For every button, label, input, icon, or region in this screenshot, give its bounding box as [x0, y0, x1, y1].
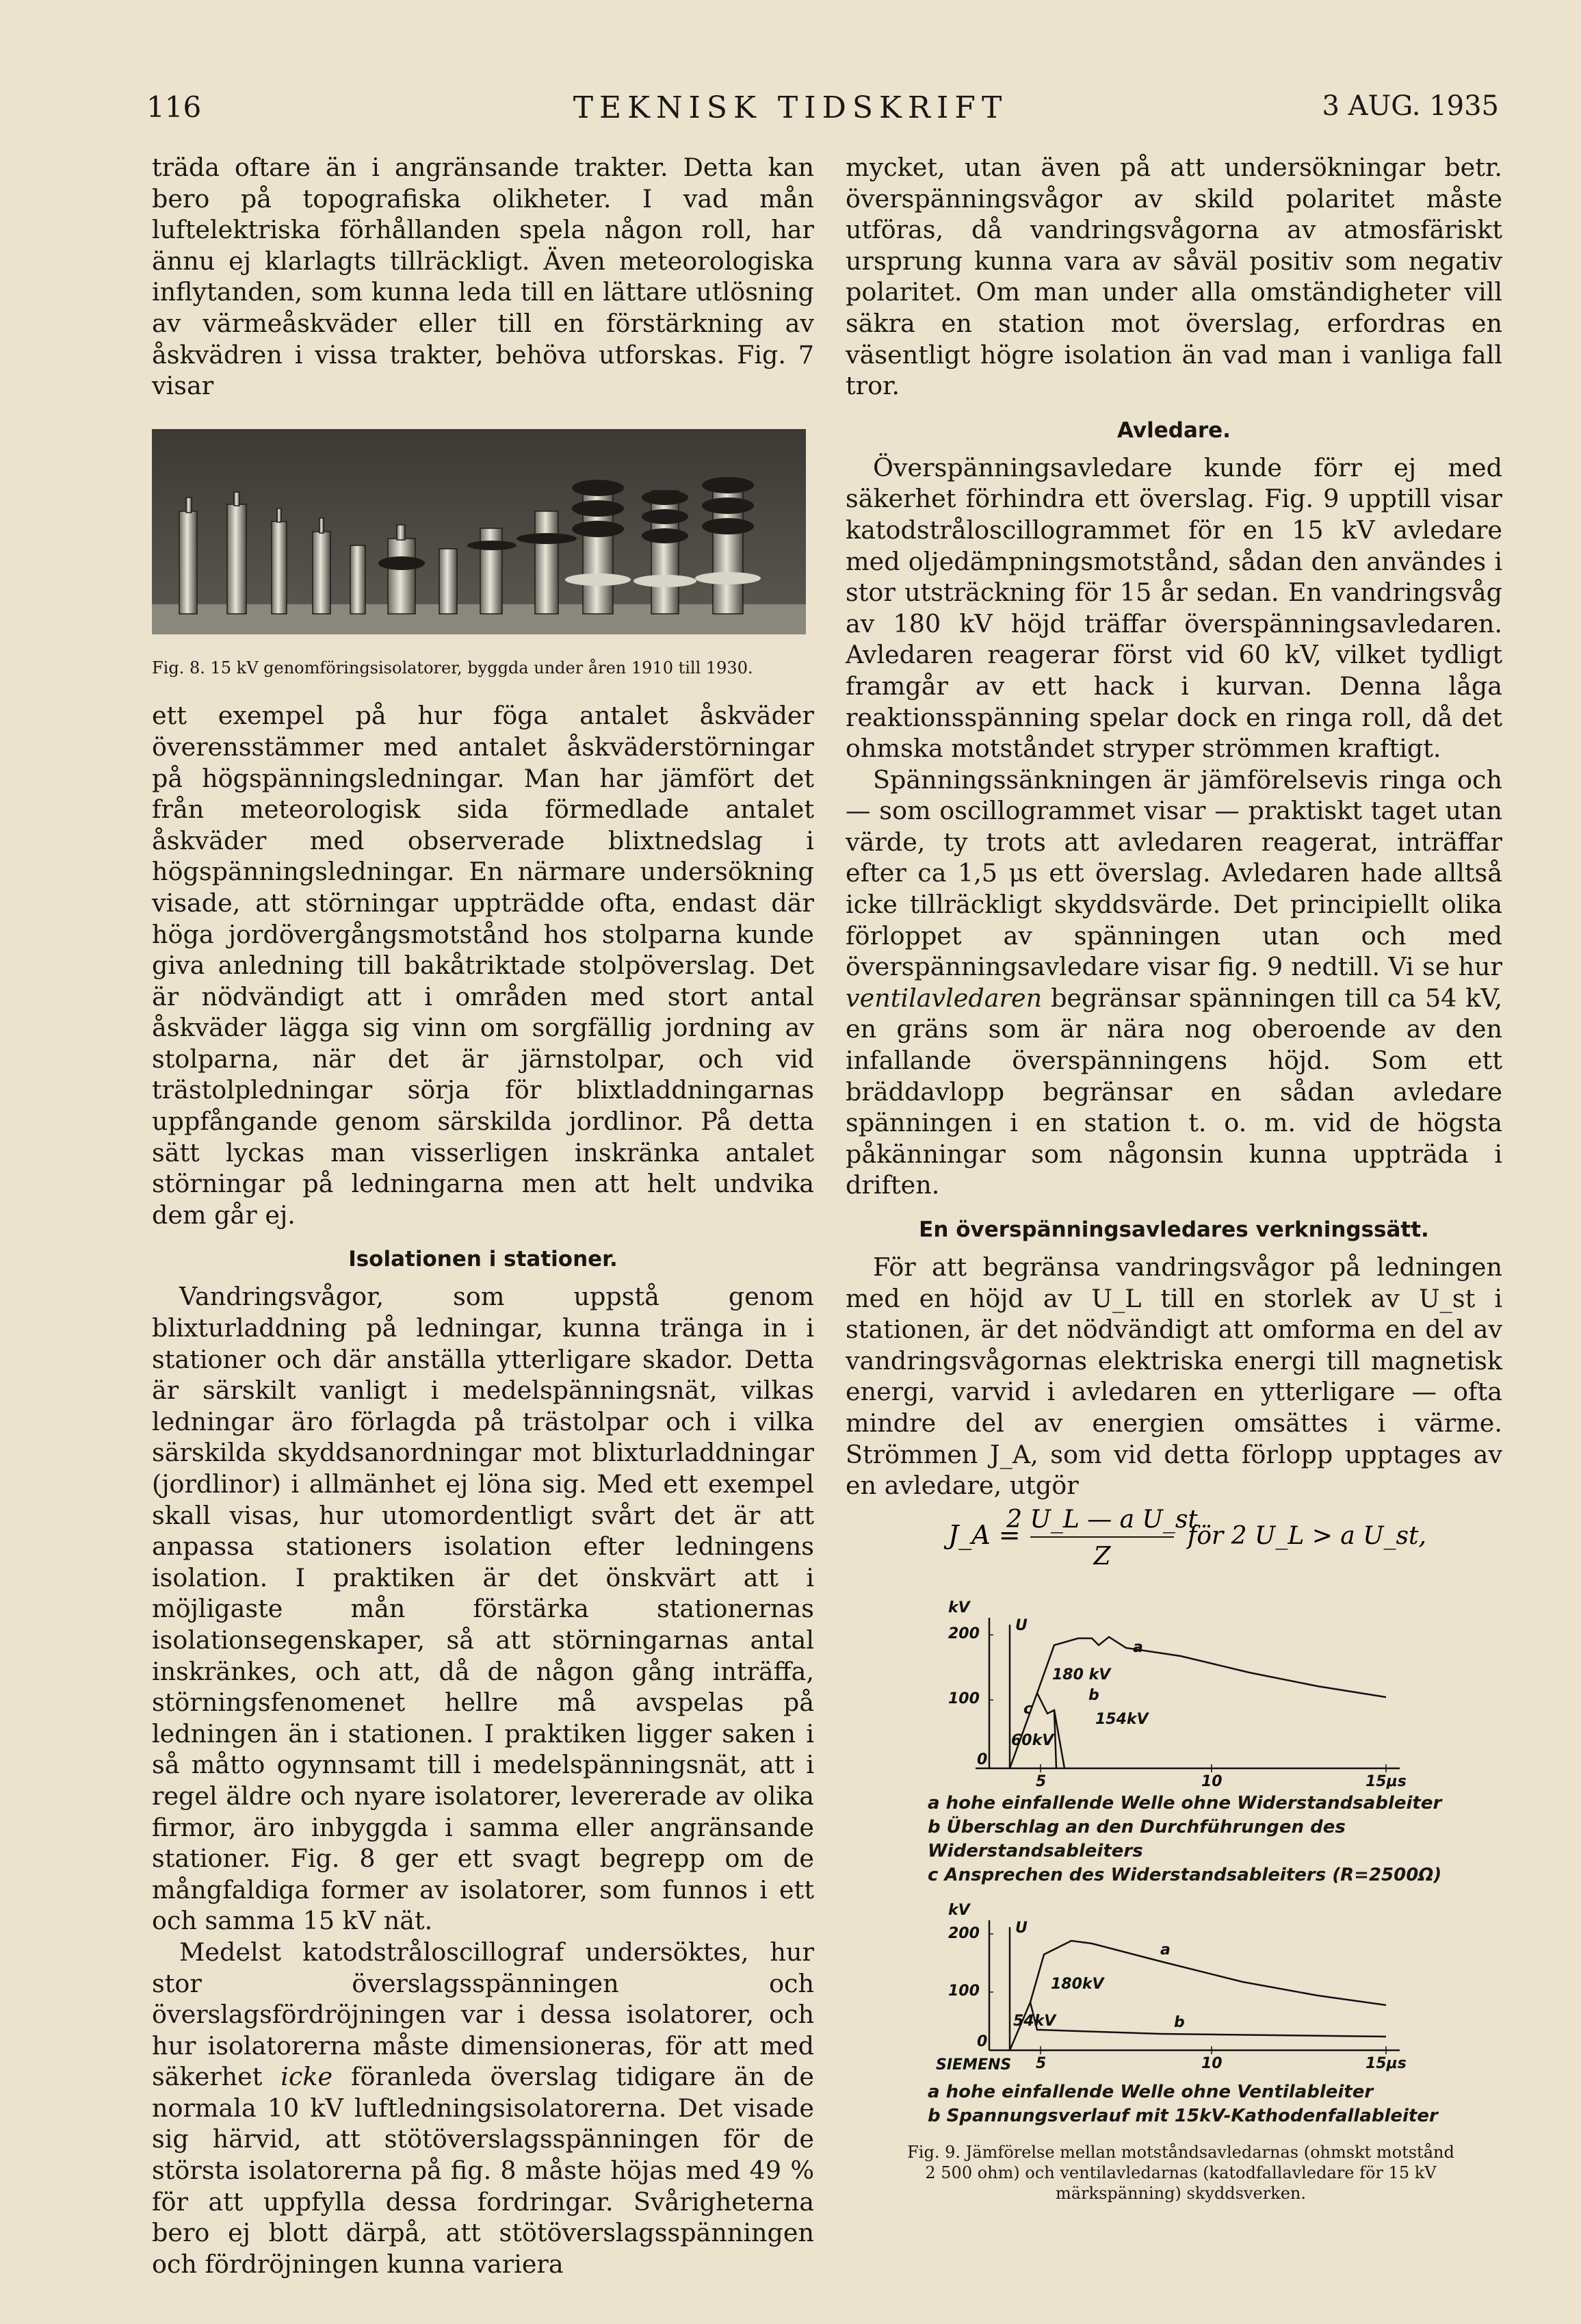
left-column: [152, 152, 814, 2280]
section-heading: Avledare.: [1117, 417, 1231, 443]
fig8-insulators-photo: [152, 429, 806, 634]
fig9-top-label: b: [1088, 1687, 1099, 1705]
paragraph: Överspänningsavledare kunde förr ej med säkerhet förhindra ett överslag. Fig. 9 upptill visar katodstråloscillogrammet för en 15 kV avledare med oljedämpningsmotstånd, sådan den användes i stor utsträckning för 15 år sedan. En vandringsvåg av 180 kV höjd träffar överspänningsavledaren. Avledaren reagerar först vid 60 kV, vilket tydligt framgår av ett hack i kurvan. Denna låga reaktionsspänning spelar dock en ringa roll, då det ohmska motståndet stryper strömmen kraftigt.: [846, 452, 1502, 764]
fig9-top-y-unit: kV: [948, 1599, 970, 1617]
fig9-top-x-tick: 15μs: [1366, 1773, 1407, 1790]
paragraph: Spänningssänkningen är jämförelsevis ringa och — som oscillogrammet visar — praktiskt taget utan värde, ty trots att avledaren reagerat, inträffar efter ca 1,5 μs ett överslag. Avledaren hade alltså icke tillräckligt skyddsvärde. Det principiellt olika förloppet av spänningen utan och med överspänningsavledare visar fig. 9 nedtill. Vi se hur ventilavledaren begränsar spänningen till ca 54 kV, en gräns som är nära nog oberoende av den infallande överspänningens höjd. Som ett bräddavlopp begränsar en sådan avledare spänningen i en station t. o. m. vid de högsta påkänningar som någonsin kunna uppträda i driften.: [846, 764, 1502, 1200]
fig9-top-oscillogram: [935, 1597, 1413, 1789]
paragraph: träda oftare än i angränsande trakter. Detta kan bero på topografiska olikheter. I vad mån luftelektriska förhållanden spela någon roll, har ännu ej klarlagts tillräckligt. Även meteorologiska inflytanden, som kunna leda till en lättare utlösning av värmeåskväder eller till en förstärkning av åskvädren i vissa trakter, behöva utforskas. Fig. 7 visar: [152, 153, 814, 401]
fig9-top-label: c: [1023, 1701, 1033, 1718]
fig9-bottom-legend: [928, 2080, 1502, 2128]
right-column: [846, 152, 1502, 2204]
section-heading: Isolationen i stationer.: [348, 1247, 618, 1272]
formula-condition: för 2 U_L > a U_st,: [1188, 1521, 1426, 1550]
formula-lhs: J_A =: [948, 1519, 1021, 1550]
page-number: 116: [146, 90, 202, 124]
fig9-bottom-y-tick: 100: [948, 1983, 980, 2000]
fig9-top-y-tick: 100: [948, 1690, 980, 1708]
siemens-logo: SIEMENS: [936, 2056, 1012, 2074]
fig9-bottom-x-tick: 0: [977, 2033, 988, 2051]
legend-item: a hohe einfallende Welle ohne Ventilableiter: [928, 2082, 1374, 2103]
fig9-bottom-y-tick: 200: [948, 1925, 980, 1943]
fig9-top-label: 180 kV: [1052, 1666, 1111, 1684]
fig9-bottom-x-tick: 10: [1201, 2055, 1223, 2073]
fig9-bottom-x-tick: 5: [1036, 2055, 1047, 2073]
formula-denominator: Z: [1093, 1542, 1111, 1570]
legend-item: c Ansprechen des Widerstandsableiters (R=2500Ω): [928, 1865, 1442, 1886]
fig9-caption: Fig. 9. Jämförelse mellan motståndsavledarnas (ohmskt motstånd 2 500 ohm) och ventilavledarnas (katodfallavledare för 15 kV märkspänning) skyddsverken.: [907, 2143, 1454, 2204]
section-heading: En överspänningsavledares verkningssätt.: [919, 1217, 1429, 1242]
fig9-bottom-label: a: [1160, 1941, 1171, 1959]
fig9-top-label: a: [1133, 1639, 1143, 1657]
fig9-bottom-label: 54kV: [1013, 2013, 1056, 2030]
paragraph: ett exempel på hur föga antalet åskväder överensstämmer med antalet åskväderstörningar på högspänningsledningar. Man har jämfört det från meteorologisk sida förmedlade antalet åskväder med observerade blixtnedslag i högspänningsledningar. En närmare undersökning visade, att störningar uppträdde ofta, endast där höga jordövergångsmotstånd hos stolparna kunde giva anledning till bakåtriktade stolpöverslag. Det är nödvändigt att i områden med stort antal åskväder lägga sig vinn om sorgfällig jordning av stolparna, när det är järnstolpar, och vid trästolpledningar sörja för blixtladdningarnas uppfångande genom särskilda jordlinor. På detta sätt lyckas man visserligen inskränka antalet störningar på ledningarna men att helt undvika dem går ej.: [152, 701, 814, 1230]
fig9-top-x-tick: 0: [977, 1751, 988, 1769]
formula: [846, 1501, 1502, 1570]
fig9-top-y-tick: 200: [948, 1625, 980, 1643]
journal-title: TEKNISK TIDSKRIFT: [573, 90, 1008, 125]
issue-date: 3 AUG. 1935: [1322, 90, 1499, 122]
fig9-bottom-label: 180kV: [1051, 1976, 1104, 1993]
paragraph: Vandringsvågor, som uppstå genom blixturladdning på ledningar, kunna tränga in i stationer och där anställa ytterligare skador. Detta är särskilt vanligt i medelspänningsnät, vilkas ledningar äro förlagda på trästolpar och i vilka särskilda skyddsanordningar mot blixturladdningar (jordlinor) i allmänhet ej löna sig. Med ett exempel skall visas, hur utomordentligt svårt det är att anpassa stationers isolation efter ledningens isolation. I praktiken är det önskvärt att i möjligaste mån förstärka stationernas isolationsegenskaper, så att störningarnas antal inskränkes, och att, då de någon gång inträffa, störningsfenomenet hellre må avspelas på ledningen än i stationen. I praktiken ligger saken i så måtto ogynnsamt till i medelspänningsnät, att i regel äldre och nyare isolatorer, levererade av olika firmor, äro inbyggda i samma eller angränsande stationer. Fig. 8 ger ett svagt begrepp om de mångfaldiga former av isolatorer, som funnos i ett och samma 15 kV nät.: [152, 1282, 814, 1936]
paragraph: mycket, utan även på att undersökningar betr. överspänningsvågor av skild polaritet måste utföras, då vandringsvågorna av atmosfäriskt ursprung kunna vara av såväl positiv som negativ polaritet. Om man under alla omständigheter vill säkra en station mot överslag, erfordras en väsentligt högre isolation än vad man i vanliga fall tror.: [846, 153, 1502, 401]
fig9-top-x-tick: 10: [1201, 1773, 1223, 1790]
fig9-top-label: 60kV: [1011, 1732, 1054, 1750]
fig8-caption: Fig. 8. 15 kV genomföringsisolatorer, byggda under åren 1910 till 1930.: [152, 658, 753, 678]
fig9-bottom-oscillogram: [935, 1900, 1413, 2078]
fig9-bottom-label: U: [1015, 1920, 1028, 1937]
legend-item: b Spannungsverlauf mit 15kV-Kathodenfallableiter: [928, 2106, 1438, 2127]
fig9-bottom-y-unit: kV: [948, 1902, 970, 1920]
fig9-bottom-x-tick: 15μs: [1366, 2055, 1407, 2073]
legend-item: a hohe einfallende Welle ohne Widerstandsableiter: [928, 1793, 1442, 1814]
fig9-top-x-tick: 5: [1036, 1773, 1047, 1790]
formula-numerator: 2 U_L — a U_st: [1006, 1505, 1198, 1534]
fig9-bottom-label: b: [1174, 2014, 1185, 2032]
paragraph: För att begränsa vandringsvågor på ledningen med en höjd av U_L till en storlek av U_st i stationen, är det nödvändigt att omforma en del av vandringsvågornas elektriska energi till magnetisk energi, varvid i avledaren en ytterligare — ofta mindre del av energien omsättes i värme. Strömmen J_A, som vid detta förlopp upptages av en avledare, utgör: [846, 1252, 1502, 1501]
fig9-top-legend: [928, 1792, 1502, 1887]
legend-item: b Überschlag an den Durchführungen des Widerstandsableiters: [928, 1817, 1346, 1862]
fig9-top-label: 154kV: [1095, 1711, 1149, 1729]
fig9-top-label: U: [1015, 1617, 1028, 1635]
paragraph: Medelst katodstråloscillograf undersöktes, hur stor överslagsspänningen och överslagsfördröjningen var i dessa isolatorer, och hur isolatorerna måste dimensioneras, för att med säkerhet icke föranleda överslag tidigare än de normala 10 kV luftledningsisolatorerna. Det visade sig härvid, att stötöverslagsspänningen för de största isolatorerna på fig. 8 måste höjas med 49 % för att uppfylla dessa fordringar. Svårigheterna bero ej blott därpå, att stötöverslagsspänningen och fördröjningen kunna variera: [152, 1937, 814, 2279]
